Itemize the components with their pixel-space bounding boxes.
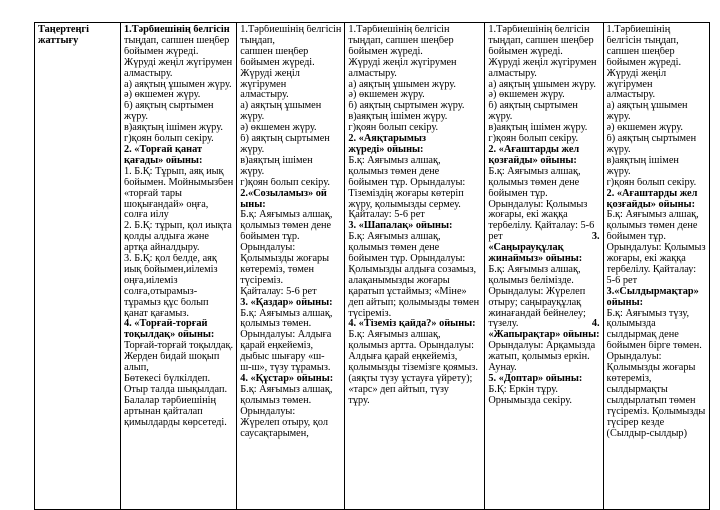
text-line: Орындалуы:	[240, 406, 296, 417]
text-line: Жүруді жеңіл жүгірумен	[348, 57, 457, 68]
text-line: Жүруді жеңіл жүгірумен	[124, 57, 233, 68]
text-line: Б.қ: Аяғымыз алшақ,	[240, 384, 333, 395]
text-line: жоғары, екі жаққа	[606, 254, 686, 265]
text-line: б) аяқтың сыртымен	[606, 134, 697, 145]
text-line: белгісін тыңдап,	[606, 35, 679, 46]
text-line: Орындалуы: Жүрелеп	[488, 286, 586, 297]
text-line: Жерден бидай шоқып	[124, 352, 220, 363]
text-line: в)аяқтың ішімен жүру.	[124, 123, 223, 134]
text-line: г)қоян болып секіру.	[348, 123, 439, 134]
text-line: жүру.	[240, 166, 265, 177]
text-line: қолымыз төмен дене	[606, 221, 698, 232]
text-line: тыңдап, сапшен шеңбер	[124, 35, 230, 46]
text-line: тоқылдақ» ойыны:	[124, 330, 215, 341]
text-line: 1.Тәрбиешінің белгісін	[124, 25, 230, 35]
text-line: Б.қ: Аяғымыз алшақ,	[348, 232, 441, 243]
text-line: түсірер кезде	[606, 417, 665, 428]
text-line: жүгірумен	[240, 79, 287, 90]
text-line: Б.қ: Аяғымыз алшақ,	[348, 330, 441, 341]
text-line: 2. «Ағаштарды жел	[606, 188, 698, 199]
text-line: саусақтарымен,	[240, 428, 309, 439]
text-line: қағады» ойыны:	[124, 155, 203, 166]
text-line: Б.қ: Аяғымыз алшақ,	[240, 308, 333, 319]
text-line: тұрамыз құс болып	[124, 297, 209, 308]
day-cell-4	[485, 23, 603, 510]
text-line: қаратып ұстаймыз; «Міне»	[348, 286, 467, 297]
text-line: бойымен тұр. Орындалуы:	[348, 254, 466, 265]
text-line: ә) өкшемен жүру.	[488, 90, 565, 101]
text-line: б) аяқтың сыртымен	[488, 101, 578, 112]
text-line: жатып, қолымыз еркін.	[488, 352, 590, 363]
text-line: қолымыз төмен дене	[348, 243, 440, 254]
text-line: қозғайды» ойыны:	[606, 199, 696, 210]
text-line: бойымен бірге төмен.	[606, 341, 702, 352]
row-title-cell	[35, 23, 121, 510]
text-line: солға,отырамыз-	[124, 286, 198, 297]
text-line: жүру.	[240, 144, 265, 155]
day-cell-3	[345, 23, 485, 510]
text-line: 2. «Торғай қанат	[124, 144, 203, 155]
text-line: Б.қ: Аяғымыз алшақ,	[240, 210, 333, 221]
text-line: Жүрелеп отыру, қол	[240, 417, 328, 428]
text-line: бойымен жүреді.	[606, 57, 682, 68]
text-line-right: 4.	[591, 319, 600, 330]
text-line: сапшен шеңбер	[240, 46, 309, 57]
text-line: а) аяқтың ұшымен жүру.	[488, 79, 596, 90]
text-line: Орындалуы:	[240, 243, 296, 254]
text-line: ә) өкшемен жүру.	[124, 90, 201, 101]
text-line: г)қоян болып секіру.	[488, 134, 579, 145]
text-line: 4. «Құстар» ойыны:	[240, 374, 334, 384]
text-line: тыңдап, сапшен шеңбер	[488, 35, 594, 46]
text-line: бойымен тұр.	[488, 188, 548, 199]
text-line: сылдырмақ дене	[606, 330, 679, 341]
day-cell-1	[121, 23, 237, 510]
text-line: алмастыру.	[240, 90, 289, 101]
text-line: 5-6 рет	[606, 275, 638, 286]
text-line	[488, 319, 599, 330]
text-line: (аяқты түзу ұстауға үйрету);	[348, 374, 473, 384]
text-line: Орнымызда секіру.	[488, 395, 572, 406]
table-row	[35, 23, 710, 510]
text-line: 5. «Доптар» ойыны:	[488, 374, 583, 384]
text-line: көтереміз, төмен	[240, 264, 315, 275]
text-line: «тарс» деп айтып, түзу	[348, 384, 449, 395]
text-line: алмастыру.	[124, 68, 173, 79]
text-line: бойымен тұр.	[240, 232, 300, 243]
text-line: жинаймыз» ойыны:	[488, 254, 583, 265]
text-line: қолымыз төмен.	[240, 319, 312, 330]
text-line: г)қоян болып секіру.	[606, 177, 697, 188]
text-line: б) аяқтың сыртымен жүру.	[348, 101, 465, 112]
text-line: жүру.	[606, 144, 631, 155]
text-line: а) аяқтың ұшымен	[240, 101, 322, 112]
text-line: артынан қайталап	[124, 406, 203, 417]
text-line: в)аяқтың ішімен	[240, 155, 313, 166]
text-line: солға иілу	[124, 210, 169, 221]
text-line: в)аяқтың ішімен	[606, 155, 679, 166]
text-line: ойыны:	[606, 297, 644, 308]
text-line: түсіреміз.	[240, 275, 284, 286]
text-line: алмастыру.	[606, 90, 656, 101]
text-line: бойымен. Мойнымызбен	[124, 177, 234, 188]
text-line: жүру.	[606, 166, 631, 177]
text-line: тыңдап, сапшен шеңбер	[348, 35, 454, 46]
text-line: Алдыға қарай еңкейеміз,	[348, 352, 458, 363]
text-line: Б.қ: Аяғымыз алшақ,	[488, 264, 581, 275]
text-line: қолымыз төмен дене	[240, 221, 332, 232]
text-line: Бөтекесі бүлкілдеп.	[124, 374, 211, 384]
text-line: 3.«Сылдырмақтар»	[606, 286, 699, 297]
text-line: қолымыз белімізде.	[488, 275, 574, 286]
text-line: жүру, қолымызды сермеу.	[348, 199, 461, 210]
text-line: Қолымызды жоғары	[606, 363, 696, 374]
text-line-left: рет	[488, 232, 503, 243]
text-line: түсіреміз. Қолымызды	[606, 406, 706, 417]
text-line: сылдырлатып төмен	[606, 395, 696, 406]
text-line	[488, 232, 599, 243]
text-line: 2.«Созыламыз» ой	[240, 188, 327, 199]
text-line: б) аяқтың сыртымен	[124, 101, 214, 112]
text-line: 1.Тәрбиешінің	[606, 25, 671, 35]
text-line: отыру; саңырауқұлақ	[488, 297, 582, 308]
text-line: жинағандай бейнелеу;	[488, 308, 586, 319]
text-line: 3. «Шапалақ» ойыны:	[348, 221, 453, 232]
text-line: «Саңырауқұлақ	[488, 243, 564, 254]
text-line: «Жапырақтар» ойыны:	[488, 330, 600, 341]
text-line: жүреді» ойыны:	[348, 144, 424, 155]
text-line: а) аяқтың ұшымен жүру.	[348, 79, 456, 90]
text-line: бойымен жүреді.	[488, 46, 563, 57]
text-line: оңға,иілеміз	[124, 275, 178, 286]
text-line: Аунау.	[488, 363, 517, 374]
text-line: 2. «Аяқтарымыз	[348, 134, 427, 145]
text-line: алмастыру.	[348, 68, 397, 79]
schedule-table	[34, 22, 710, 510]
text-line: тыңдап,	[240, 35, 275, 46]
text-line: Балалар тәрбиешінің	[124, 395, 217, 406]
text-line: сапшен шеңбер	[606, 46, 675, 57]
text-line: алып,	[124, 363, 149, 374]
text-line: Тіземіздің жоғары көтеріп	[348, 188, 464, 199]
text-line-right: 3.	[591, 232, 600, 243]
text-line: қолымыз артта. Орындалуы:	[348, 341, 474, 352]
text-line: бойымен жүреді.	[124, 46, 199, 57]
text-line: иық бойымен,иілеміз	[124, 264, 218, 275]
text-line: қанат қағамыз.	[124, 308, 189, 319]
text-line: көтереміз,	[606, 374, 652, 384]
text-line-left: түзелу.	[488, 319, 519, 330]
text-line: қолды алдыға және	[124, 232, 209, 243]
text-line: Б.қ: Аяғымыз түзу,	[606, 308, 690, 319]
text-line: 1.Тәрбиешінің белгісін	[488, 25, 590, 35]
text-line: қолымыз төмен.	[240, 395, 312, 406]
day-cell-5	[603, 23, 709, 510]
text-line: б) аяқтың сыртымен	[240, 134, 330, 145]
text-line: 4. «Тіземіз қайда?» ойыны:	[348, 319, 476, 330]
text-line: шоқығандай» оңға,	[124, 199, 209, 210]
text-line: қозғайды» ойыны:	[488, 155, 577, 166]
text-line: тұру.	[348, 395, 370, 406]
text-line: Б.қ: Аяғымыз алшақ,	[606, 210, 699, 221]
text-line: в)аяқтың ішімен жүру.	[488, 123, 588, 134]
text-line: ш-ш», түзу тұрамыз.	[240, 363, 331, 374]
text-line: 3. «Қаздар» ойыны:	[240, 297, 333, 308]
text-line: қолымыз төмен дене	[348, 166, 440, 177]
text-line: бойымен тұр.	[606, 232, 666, 243]
text-line: Жүруді жеңіл жүгірумен	[488, 57, 597, 68]
text-line: қолымыз төмен дене	[488, 177, 580, 188]
text-line: Орындалуы:	[606, 352, 662, 363]
day-cell-2	[237, 23, 345, 510]
text-line: а) аяқтың ұшымен жүру.	[124, 79, 232, 90]
text-line: жүру.	[606, 112, 631, 123]
text-line: Б.қ: Аяғымыз алшақ,	[348, 155, 441, 166]
text-line: 4. «Торғай-торғай	[124, 319, 208, 330]
text-line: Қайталау: 5-6 рет	[240, 286, 317, 297]
text-line: бойымен жүреді.	[240, 57, 315, 68]
text-line: Орындалуы: Қолымыз	[606, 243, 706, 254]
text-line: 1.Тәрбиешінің белгісін	[348, 25, 450, 35]
text-line: тербелілу. Қайталау: 5-6	[488, 221, 595, 232]
text-line: Қолымызды алдыға созамыз,	[348, 264, 477, 275]
text-line: Орындалуы: Қолымыз	[488, 199, 588, 210]
text-line: қимылдарды көрсетеді.	[124, 417, 227, 428]
text-line: в)аяқтың ішімен жүру.	[348, 112, 448, 123]
text-line: деп айтып; қолымызды төмен	[348, 297, 480, 308]
text-line: Торғай-торғай тоқылдақ.	[124, 341, 234, 352]
text-line: ә) өкшемен жүру.	[348, 90, 425, 101]
text-line: 1. Б.Қ: Тұрып, аяқ иық	[124, 166, 224, 177]
text-line: тербелілу. Қайталау:	[606, 264, 697, 275]
text-line: 3. Б.Қ: қол белде, аяқ	[124, 254, 217, 265]
text-line: жоғары, екі жаққа	[488, 210, 568, 221]
text-line: 1.Тәрбиешінің белгісін	[240, 25, 342, 35]
text-line: жүру.	[488, 112, 513, 123]
text-line: (Сылдыр-сылдыр)	[606, 428, 687, 439]
text-line: сылдырмақты	[606, 384, 668, 395]
text-line: Б.қ: Аяғымыз алшақ,	[488, 166, 581, 177]
text-line: бойымен жүреді.	[348, 46, 423, 57]
text-line: Қолымызды жоғары	[240, 254, 330, 265]
text-line: жүгірумен	[606, 79, 653, 90]
row-title: Таңертеңгі жаттығу	[38, 25, 89, 46]
text-line: Жүруді жеңіл	[240, 68, 300, 79]
text-line: түсіреміз.	[348, 308, 392, 319]
text-line: жүру.	[124, 112, 148, 123]
text-line: бойымен тұр. Орындалуы:	[348, 177, 466, 188]
text-line: Қайталау: 5-6 рет	[348, 210, 425, 221]
text-line: 2. «Ағаштарды жел	[488, 144, 580, 155]
text-line: 2. Б.Қ: тұрып, қол иықта	[124, 221, 232, 232]
text-line: қолымызда	[606, 319, 656, 330]
text-line: дыбыс шығару «ш-	[240, 352, 325, 363]
text-line: артқа айналдыру.	[124, 243, 200, 254]
text-line: «торғай тары	[124, 188, 182, 199]
text-line: қолымызды тіземізге қоямыз.	[348, 363, 478, 374]
text-line: алмастыру.	[488, 68, 537, 79]
text-line: Орындалуы: Арқамызда	[488, 341, 596, 352]
text-line: Б.Қ: Еркін тұру.	[488, 384, 558, 395]
text-line: Орындалуы: Алдыға	[240, 330, 332, 341]
text-line: алақанымызды жоғары	[348, 275, 450, 286]
text-line: г)қоян болып секіру.	[240, 177, 330, 188]
text-line: жүру.	[240, 112, 265, 123]
text-line: Жүруді жеңіл	[606, 68, 667, 79]
text-line: ә) өкшемен жүру.	[240, 123, 317, 134]
text-line: ыны:	[240, 199, 266, 210]
text-line: Отыр талда шықылдап.	[124, 384, 228, 395]
text-line: қарай еңкейеміз,	[240, 341, 314, 352]
text-line: ә) өкшемен жүру.	[606, 123, 683, 134]
text-line: а) аяқтың ұшымен	[606, 101, 688, 112]
text-line: г)қоян болып секіру.	[124, 134, 214, 145]
